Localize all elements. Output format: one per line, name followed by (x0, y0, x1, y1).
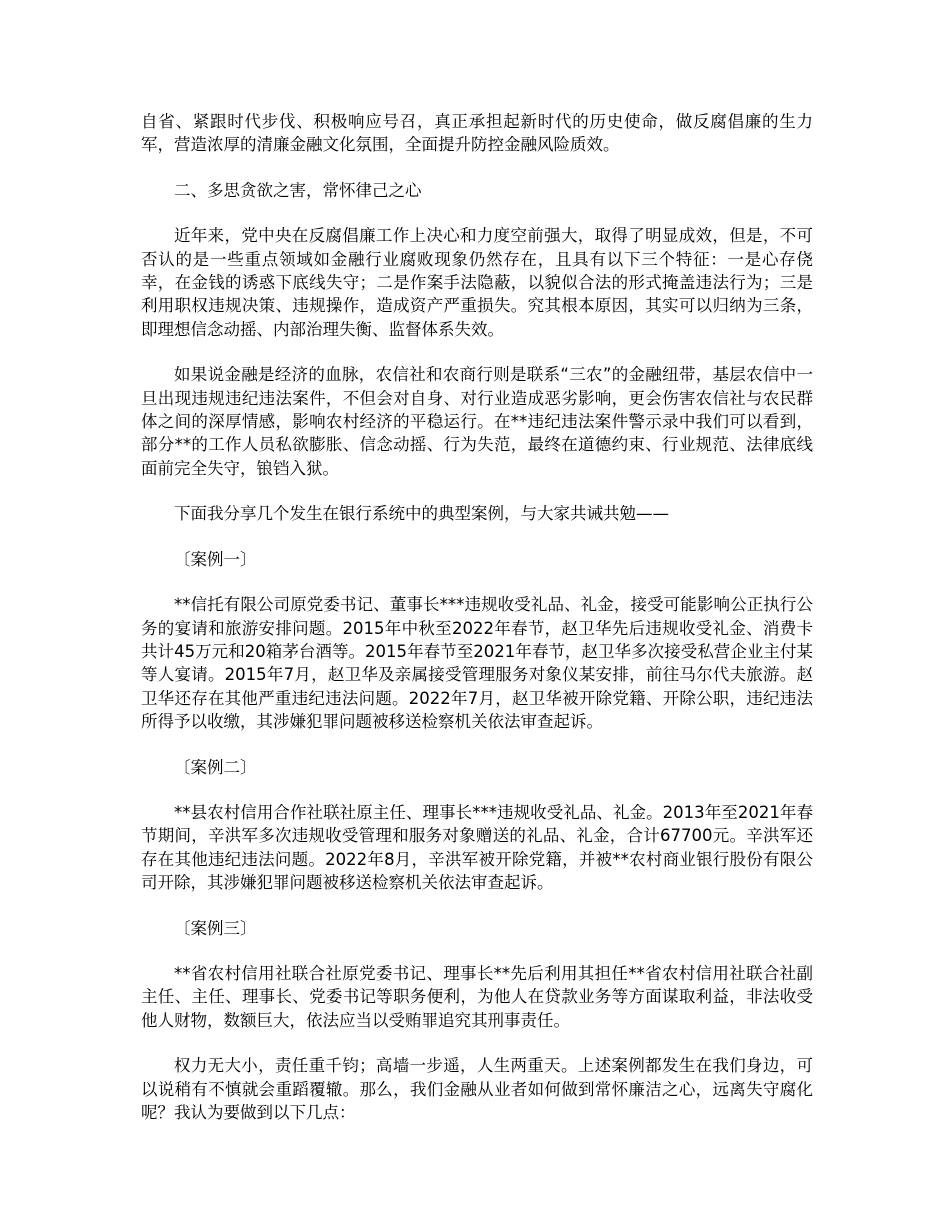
paragraph-rural-credit: 如果说金融是经济的血脉，农信社和农商行则是联系“三农”的金融纽带，基层农信中一旦出现违规违纪违法案件，不但会对自身、对行业造成恶劣影响，更会伤害农信社与农民群体之间的深厚情感，影响农村经济的平稳运行。在**违纪违法案件警示录中我们可以看到，部分**的工作人员私欲膨胀、信念动摇、行为失范，最终在道德约束、行业规范、法律底线面前完全失守，锒铛入狱。 (141, 365, 813, 478)
paragraph-intro-continuation: 自省、紧跟时代步伐、积极响应号召，真正承担起新时代的历史使命，做反腐倡廉的生力军，营造浓厚的清廉金融文化氛围，全面提升防控金融风险质效。 (141, 112, 813, 155)
document-body (141, 110, 813, 1146)
case-two-body: **县农村信用合作社联社原主任、理事长***违规收受礼品、礼金。2013年至2021年春节期间，辛洪军多次违规收受管理和服务对象赠送的礼品、礼金，合计67700元。辛洪军还存在其他违纪违法问题。2022年8月，辛洪军被开除党籍，并被**农村商业银行股份有限公司开除，其涉嫌犯罪问题被移送检察机关依法审查起诉。 (141, 802, 813, 893)
case-three-body: **省农村信用社联合社原党委书记、理事长**先后利用其担任**省农村信用社联合社副主任、主任、理事长、党委书记等职务便利，为他人在贷款业务等方面谋取利益，非法收受他人财物，数额巨大，依法应当以受贿罪追究其刑事责任。 (141, 963, 813, 1030)
paragraph-features: 近年来，党中央在反腐倡廉工作上决心和力度空前强大，取得了明显成效，但是，不可否认的是一些重点领域如金融行业腐败现象仍然存在，且具有以下三个特征：一是心存侥幸，在金钱的诱惑下底线失守；二是作案手法隐蔽，以貌似合法的形式掩盖违法行为；三是利用职权违规决策、违规操作，造成资产严重损失。究其根本原因，其实可以归纳为三条，即理想信念动摇、内部治理失衡、监督体系失效。 (141, 226, 813, 339)
case-one-heading: 〔案例一〕 (174, 549, 257, 569)
paragraph-conclusion: 权力无大小，责任重千钧；高墙一步遥，人生两重天。上述案例都发生在我们身边，可以说稍有不慎就会重蹈覆辙。那么，我们金融从业者如何做到常怀廉洁之心，远离失守腐化呢？我认为要做到以下几点： (141, 1056, 813, 1122)
case-three-heading: 〔案例三〕 (174, 918, 257, 938)
paragraph-cases-intro: 下面我分享几个发生在银行系统中的典型案例，与大家共诫共勉—— (174, 504, 669, 524)
case-one-body: **信托有限公司原党委书记、董事长***违规收受礼品、礼金，接受可能影响公正执行公务的宴请和旅游安排问题。2015年中秋至2022年春节，赵卫华先后违规收受礼金、消费卡共计45万元和20箱茅台酒等。2015年春节至2021年春节，赵卫华多次接受私营企业主付某等人宴请。2015年7月，赵卫华及亲属接受管理服务对象仪某安排，前往马尔代夫旅游。赵卫华还存在其他严重违纪违法问题。2022年7月，赵卫华被开除党籍、开除公职，违纪违法所得予以收缴，其涉嫌犯罪问题被移送检察机关依法审查起诉。 (141, 595, 813, 732)
section-heading: 二、多思贪欲之害，常怀律己之心 (174, 180, 422, 200)
case-two-heading: 〔案例二〕 (174, 757, 257, 777)
